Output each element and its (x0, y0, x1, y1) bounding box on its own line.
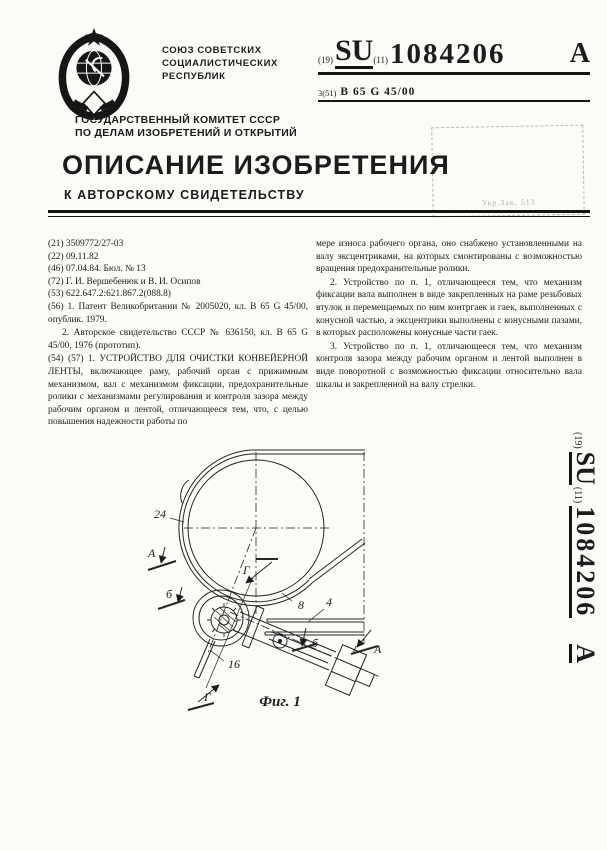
publication-number: 1084206 (390, 38, 506, 70)
ipc-classification-line (318, 86, 590, 102)
centerlines (184, 452, 380, 677)
label-16: 16 (228, 657, 240, 671)
label-b-mid: б (312, 636, 319, 650)
label-a-left: А (148, 546, 156, 560)
sidebar-publication-number (569, 430, 599, 724)
adjusting-arm (233, 606, 336, 670)
sidebar-number: 1084206 (571, 506, 600, 619)
document-title: ОПИСАНИЕ ИЗОБРЕТЕНИЯ (62, 150, 450, 180)
figure-labels (147, 507, 382, 710)
union-line-3: РЕСПУБЛИК (162, 71, 226, 82)
reference-1: (56) 1. Патент Великобритании № 2005020, кл. В 65 G 45/00, опублик. 1979. (48, 301, 308, 325)
kind-code: A (569, 38, 590, 69)
ussr-emblem-graphic (52, 28, 136, 120)
ipc-class: B 65 G 45/00 (340, 86, 416, 98)
union-line-1: СОЮЗ СОВЕТСКИХ (162, 45, 262, 56)
claim-2: 2. Устройство по п. 1, отличающееся тем, что механизм фиксации вала выполнен в виде закрепленных на раме резьбовых втулок и перемещаемых по ним контргаек и гаек, выполненных с конусной частью, а эксцентрики выполнены с конусными пазами, в которых расположены конусные части гаек. (316, 277, 582, 339)
union-line-2: СОЦИАЛИСТИЧЕСКИХ (162, 58, 278, 69)
claim-3: 3. Устройство по п. 1, отличающееся тем, что механизм контроля зазора между рабочим органом и лентой выполнен в виде поворотной с возможностью фиксации относительно вала шкалы и закрепленной на валу стрелки. (316, 341, 582, 390)
claim-1-continuation: мере износа рабочего органа, оно снабжено установленными на валу эксцентриками, на которых смонтированы с возможностью вращения предохранительные ролики. (316, 239, 582, 275)
figure-1-drawing (88, 448, 418, 766)
left-text-column (48, 238, 308, 430)
biblio-line-53: (53) 622.647.2:621.867.2(088.8) (48, 289, 171, 300)
sidebar-country-code: SU (571, 451, 600, 485)
frame-bars (265, 619, 364, 635)
section-line-g (206, 577, 253, 688)
registration-stamp (431, 125, 585, 218)
label-g-bottom: Г (204, 690, 211, 704)
committee-line-2: ПО ДЕЛАМ ИЗОБРЕТЕНИЙ И ОТКРЫТИЙ (75, 126, 297, 139)
country-code: SU (335, 34, 374, 67)
reference-2: 2. Авторское свидетельство СССР № 636150, кл. В 65 G 45/00, 1976 (прототип). (48, 328, 308, 351)
inid-code-19: (19) (318, 55, 333, 65)
label-24: 24 (154, 507, 166, 521)
ipc-prefix: 3(51) (318, 88, 337, 98)
label-b-left: б (166, 587, 173, 601)
biblio-line-22: (22) 09.11.82 (48, 251, 99, 262)
header-divider-rule (48, 210, 590, 217)
biblio-line-72: (72) Г. И. Вершебенюк и В. И. Осипов (48, 276, 201, 287)
figure-caption: Фиг. 1 (259, 694, 301, 710)
sidebar-code-19: (19) (572, 432, 583, 449)
figure-1-graphic (88, 448, 418, 766)
claim-1-start: (54) (57) 1. УСТРОЙСТВО ДЛЯ ОЧИСТКИ КОНВЕЙЕРНОЙ ЛЕНТЫ, включающее раму, рабочий орган с прижимным механизмом, вал с механизмом фиксации, предохранительные ролики с механизмами регулирования и контроля зазора между рабочим органом и лентой, отличающееся тем, что, с целью повышения надежности работы по (48, 354, 308, 428)
label-a-right: А (374, 642, 382, 656)
biblio-line-46: (46) 07.04.84. Бюл. № 13 (48, 264, 146, 275)
label-4: 4 (326, 595, 332, 609)
belt-diagonal-run (309, 539, 365, 583)
publication-number-line (318, 36, 590, 75)
inid-code-11: (11) (373, 55, 389, 65)
union-name (162, 44, 278, 83)
leader-lines (170, 518, 324, 661)
right-text-column (316, 238, 582, 392)
stamp-text: Укр.Зак. 513 (481, 197, 536, 208)
ussr-emblem (52, 28, 136, 120)
sidebar-kind-code: A (571, 644, 600, 663)
eccentric-mechanism (193, 590, 249, 646)
section-arrows (148, 547, 378, 710)
committee-name (75, 114, 297, 139)
label-8: 8 (298, 598, 304, 612)
committee-line-1: ГОСУДАРСТВЕННЫЙ КОМИТЕТ СССР (75, 114, 281, 126)
belt-top-run (251, 450, 365, 454)
biblio-line-21: (21) 3509772/27-03 (48, 239, 124, 249)
document-subtitle: К АВТОРСКОМУ СВИДЕТЕЛЬСТВУ (64, 188, 305, 202)
label-g-top: Г (243, 563, 250, 577)
sidebar-code-11: (11) (572, 486, 583, 504)
